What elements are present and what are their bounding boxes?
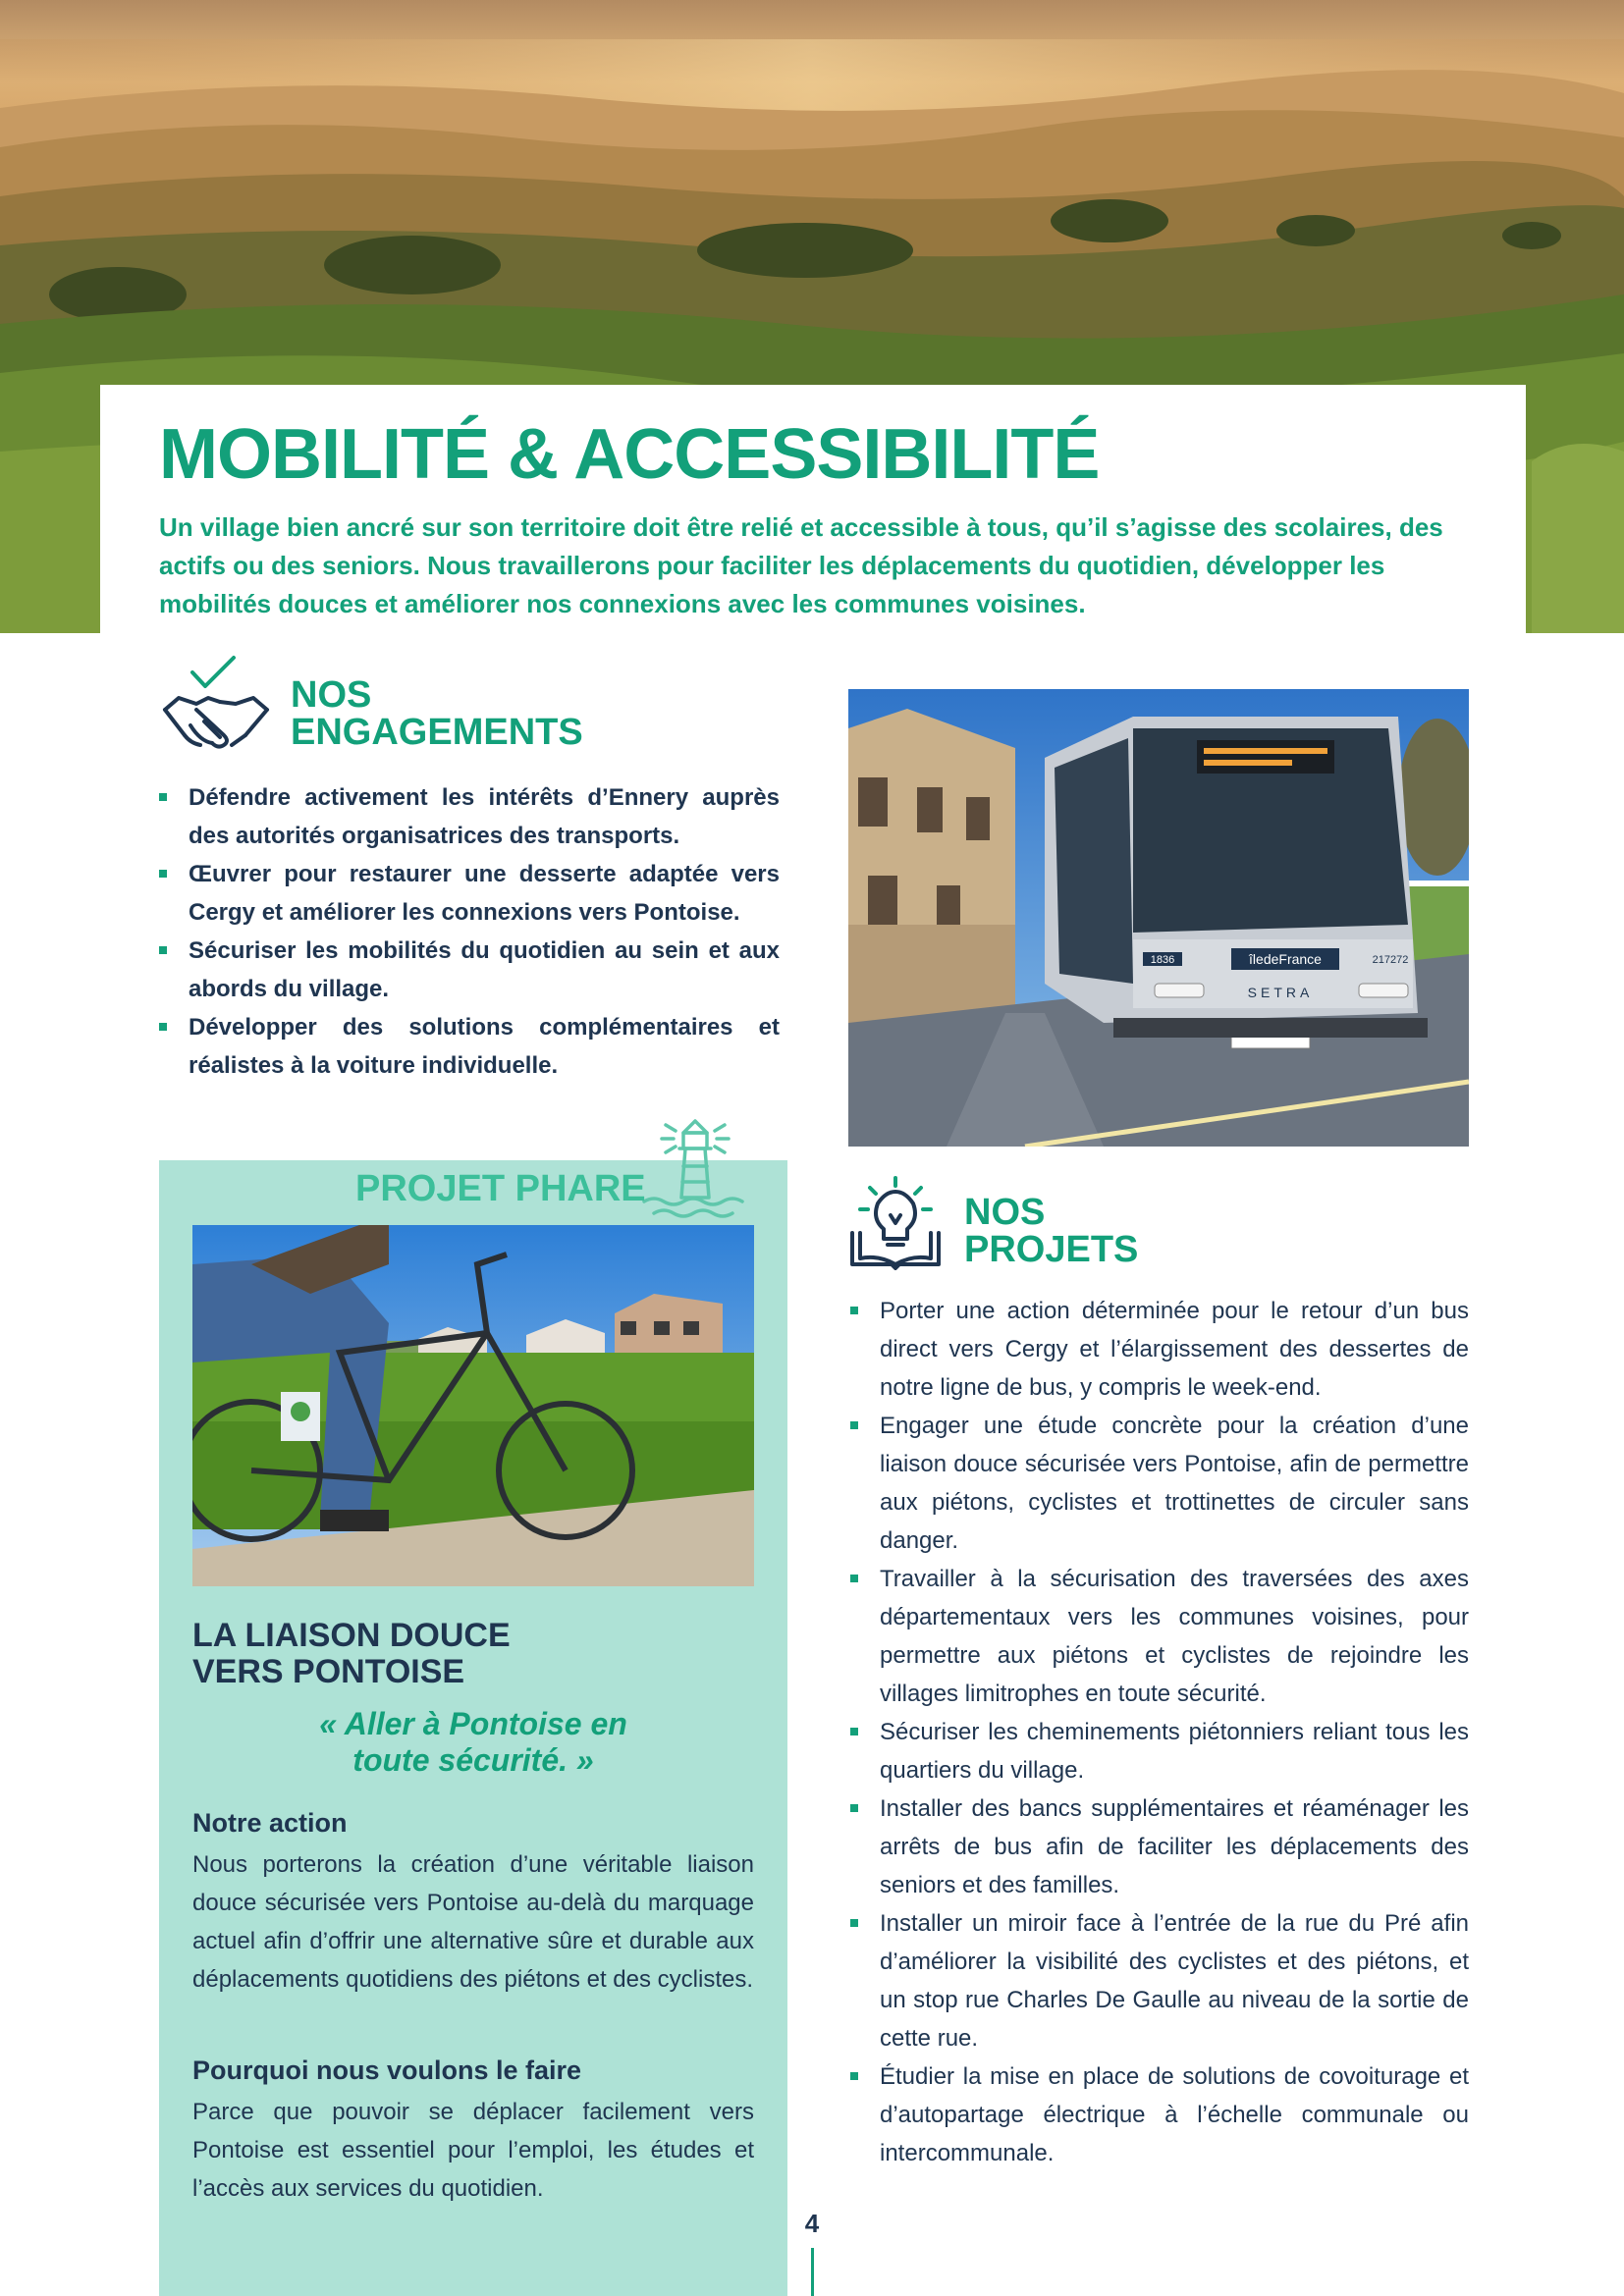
lightbulb-book-icon [848,1176,943,1270]
list-item: Œuvrer pour restaurer une desserte adaptée vers Cergy et améliorer les connexions vers Pontoise. [159,855,780,932]
svg-text:1836: 1836 [1150,954,1175,966]
bus-illustration [848,689,1469,1147]
action-text: Nous porterons la création d’une véritable liaison douce sécurisée vers Pontoise au-delà du marquage actuel afin d’offrir une alternative sûre et durable aux déplacements quotidiens des piétons et des cyclistes. [192,1851,754,1993]
phare-quote-line2: toute sécurité. » [352,1742,594,1778]
engagements-title-line1: NOS [291,674,372,716]
list-item: Défendre activement les intérêts d’Ennery auprès des autorités organisatrices des transports. [159,778,780,855]
list-item: Sécuriser les cheminements piétonniers reliant tous les quartiers du village. [850,1713,1469,1789]
list-item: Travailler à la sécurisation des traversées des axes départementaux vers les communes voisines, pour permettre aux piétons et cyclistes de rejoindre les villages limitrophes en toute sécurité. [850,1560,1469,1713]
bike-illustration [192,1225,754,1586]
action-heading: Notre action [192,1808,348,1838]
svg-text:SETRA: SETRA [1247,985,1314,1000]
page-number-rule [811,2248,814,2296]
page-title: MOBILITÉ & ACCESSIBILITÉ [159,415,1100,494]
list-item: Étudier la mise en place de solutions de covoiturage et d’autopartage électrique à l’échelle communale ou intercommunale. [850,2057,1469,2172]
list-item: Développer des solutions complémentaires et réalistes à la voiture individuelle. [159,1008,780,1085]
list-item: Porter une action déterminée pour le retour d’un bus direct vers Cergy et l’élargissement des dessertes de notre ligne de bus, y compris le week-end. [850,1292,1469,1407]
why-text: Parce que pouvoir se déplacer facilement vers Pontoise est essentiel pour l’emploi, les études et l’accès aux services du quotidien. [192,2099,754,2202]
phare-title [192,1618,742,1690]
engagements-title-line2: ENGAGEMENTS [291,712,583,753]
intro-text: Un village bien ancré sur son territoire doit être relié et accessible à tous, qu’il s’agisse des scolaires, des actifs ou des seniors. Nous travaillerons pour faciliter les déplacements du quotidien, développer les mobilités douces et améliorer nos connexions avec les communes voisines. [159,512,1443,618]
handshake-icon [161,653,271,761]
lighthouse-icon [640,1103,750,1221]
projets-title-line1: NOS [964,1192,1046,1233]
svg-text:217272: 217272 [1372,954,1409,966]
bike-photo [192,1225,754,1586]
list-item: Installer des bancs supplémentaires et réaménager les arrêts de bus afin de faciliter les déplacements des seniors et des familles. [850,1789,1469,1904]
projets-list [850,1292,1469,2172]
svg-text:îledeFrance: îledeFrance [1249,951,1322,967]
engagements-list [159,778,780,1085]
phare-title-line2: VERS PONTOISE [192,1653,465,1690]
why-heading: Pourquoi nous voulons le faire [192,2056,582,2085]
phare-quote [192,1706,754,1779]
projets-title-line2: PROJETS [964,1229,1139,1270]
engagements-header [161,653,613,761]
phare-title-line1: LA LIAISON DOUCE [192,1617,511,1654]
bus-photo [848,689,1469,1147]
projets-header [848,1176,1241,1274]
list-item: Engager une étude concrète pour la création d’une liaison douce sécurisée vers Pontoise, afin de permettre aux piétons, cyclistes et trottinettes de circuler sans danger. [850,1407,1469,1560]
phare-quote-line1: « Aller à Pontoise en [319,1706,627,1741]
list-item: Installer un miroir face à l’entrée de la rue du Pré afin d’améliorer la visibilité des cyclistes et des piétons, et un stop rue Charles De Gaulle au niveau de la sortie de cette rue. [850,1904,1469,2057]
projet-phare-label: PROJET PHARE [355,1168,646,1209]
title-card [100,385,1526,633]
page-number: 4 [804,2209,820,2238]
list-item: Sécuriser les mobilités du quotidien au sein et aux abords du village. [159,932,780,1008]
